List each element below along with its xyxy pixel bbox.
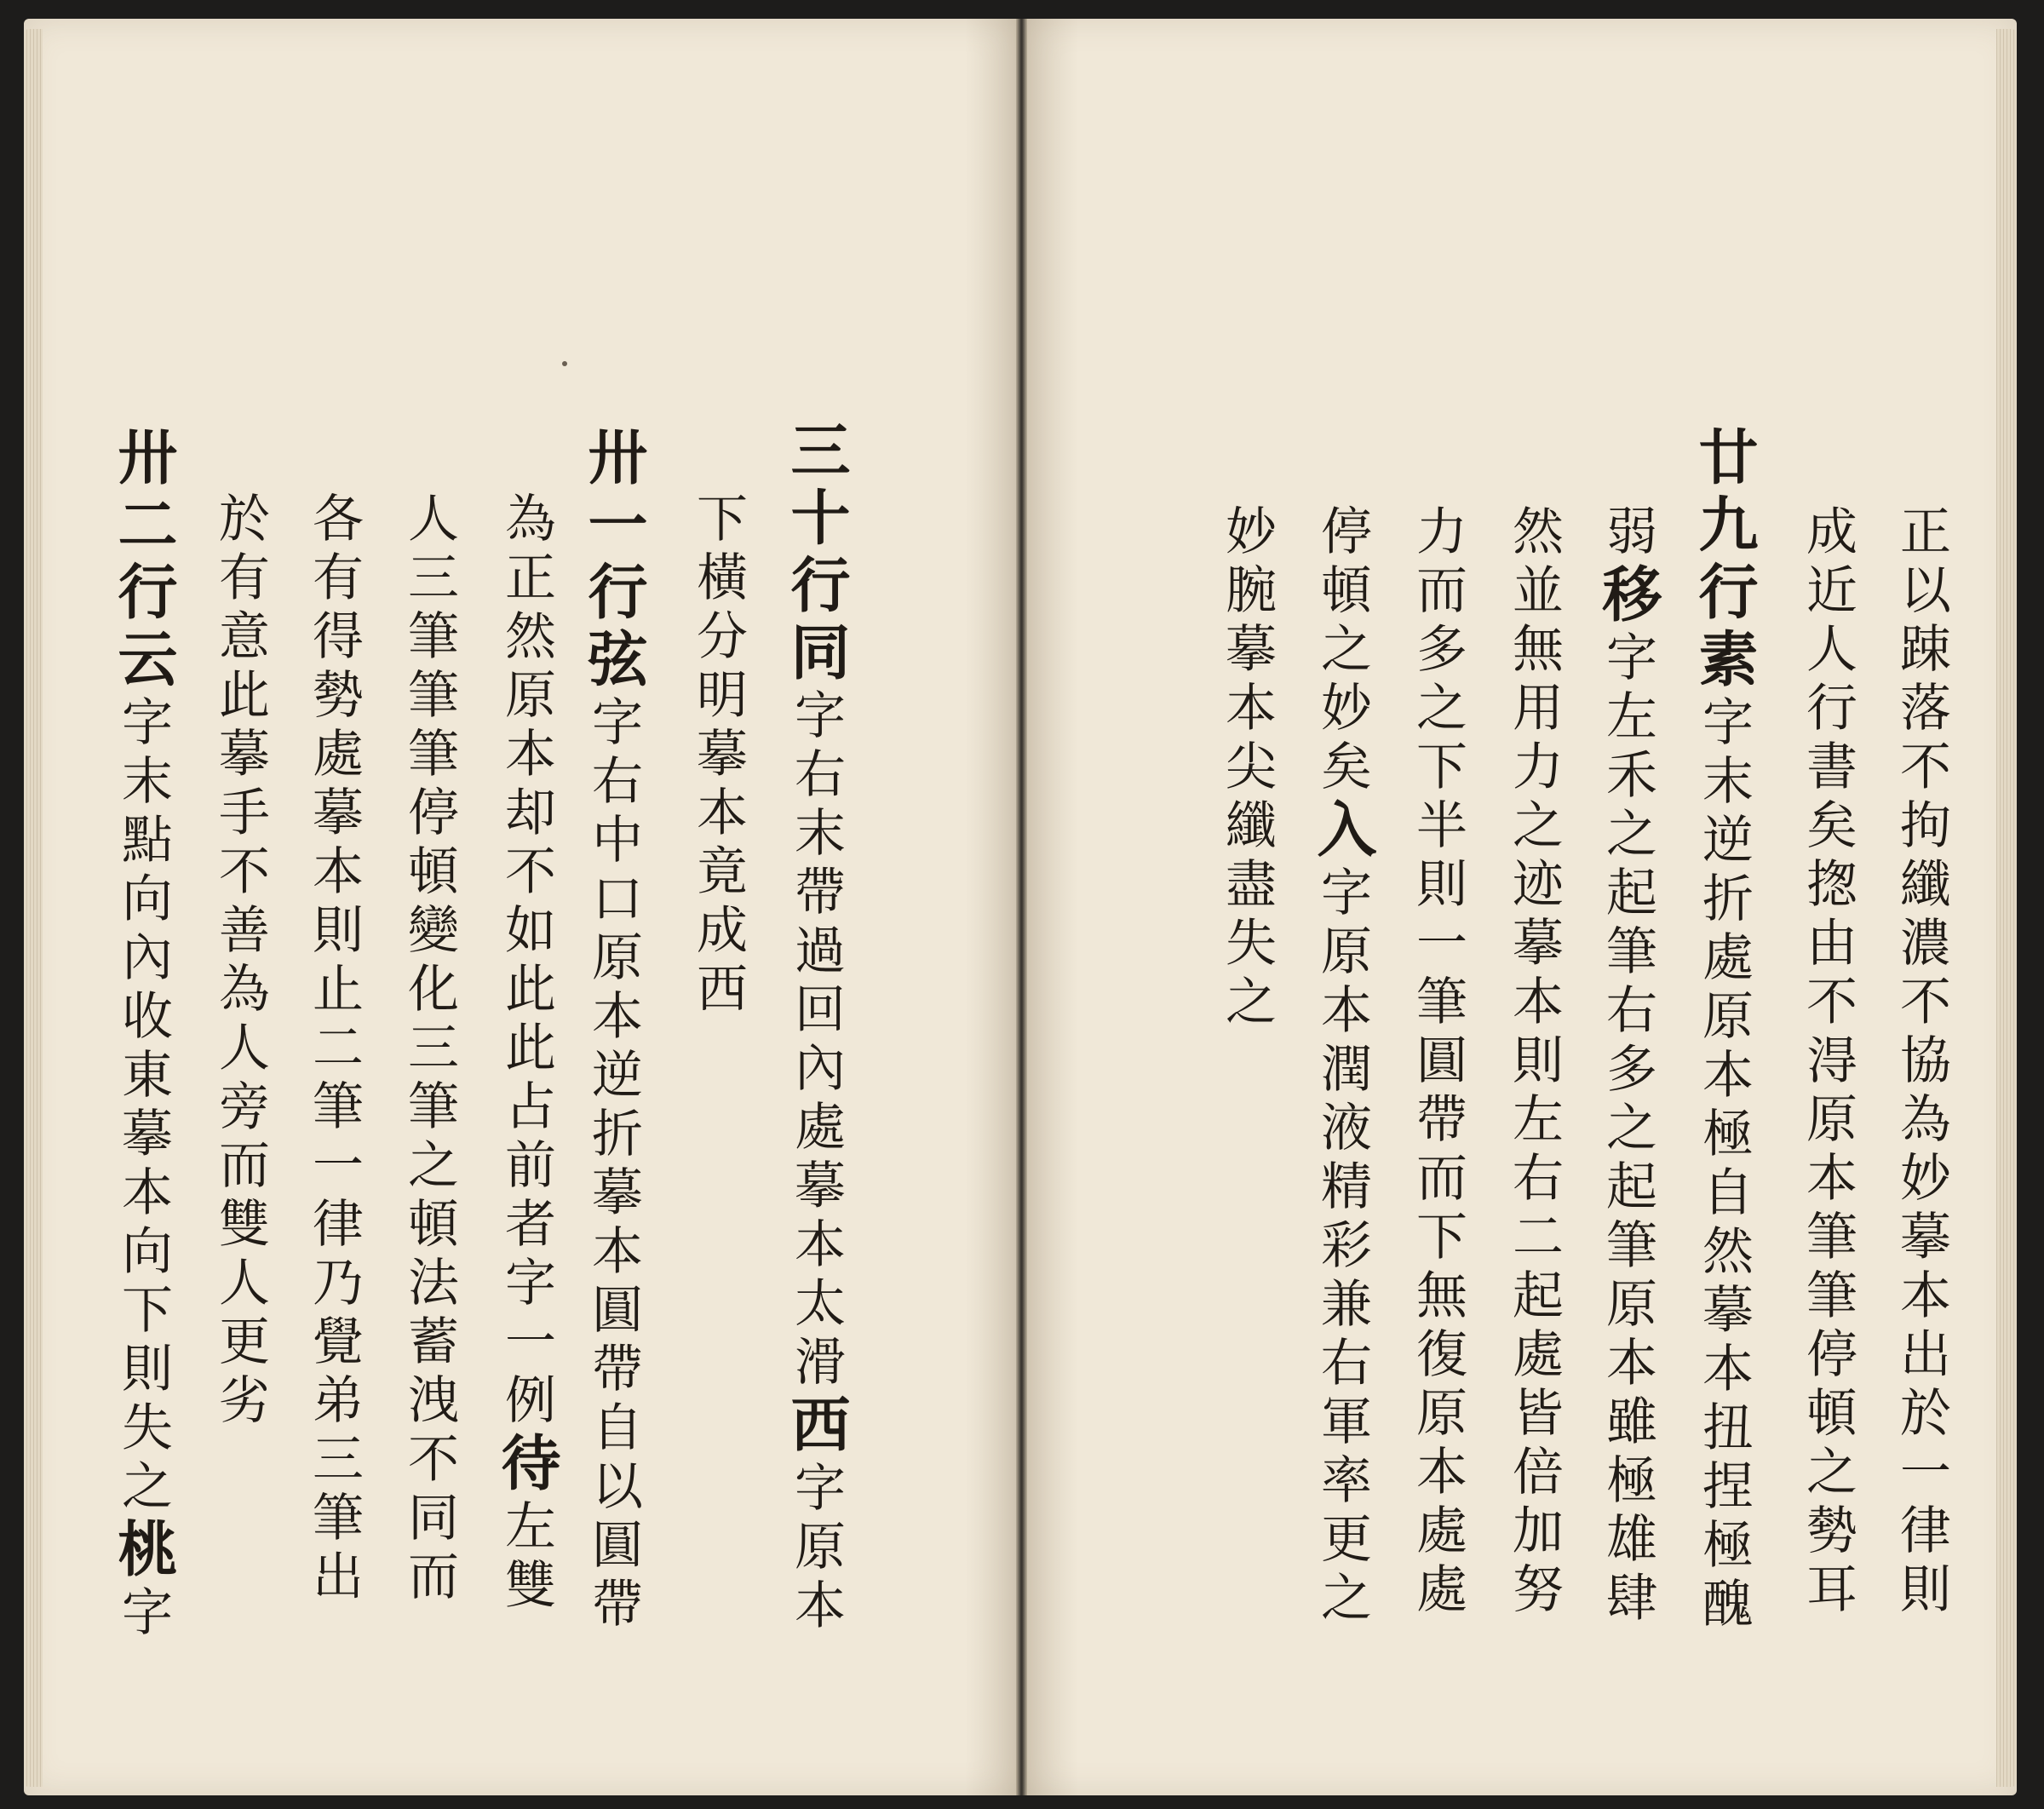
ink-dot [562, 361, 567, 366]
left-page [24, 19, 1016, 1795]
text-column [1887, 504, 1955, 1621]
text-column [1593, 504, 1662, 1629]
heading-char: 廿九行 [1689, 426, 1760, 628]
heading-char: 卅二行 [108, 426, 179, 628]
text-column [1500, 504, 1568, 1621]
heading-char: 行 [781, 554, 852, 621]
heading-char: 同 [781, 621, 852, 688]
text-column [1794, 504, 1862, 1621]
book-spread [24, 19, 2017, 1795]
heading-char: 入 [1307, 798, 1378, 865]
text-run: 左雙 [497, 1499, 556, 1617]
text-run: 字右末帶過回內處摹本太滑 [786, 688, 846, 1393]
text-column [1690, 426, 1758, 1635]
heading-char: 弦 [578, 628, 649, 695]
text-run: 字左禾之起筆右多之起筆原本雖極雄肆 [1598, 630, 1657, 1629]
heading-char: 桃 [108, 1518, 179, 1585]
left-page-edge [24, 29, 43, 1787]
text-run: 各有得勢處摹本則止二筆一律乃覺弟三筆出 [304, 491, 364, 1608]
text-column [1213, 504, 1281, 1033]
text-column [579, 426, 647, 1635]
book-gutter [1016, 19, 1027, 1795]
text-run: 字末點向內收東摹本向下則失之 [113, 695, 173, 1518]
text-column [206, 491, 274, 1432]
heading-char: 西 [781, 1393, 852, 1461]
text-run: 下橫分明摹本竟成西 [688, 491, 748, 1020]
text-run: 成近人行書矣揔由不淂原本筆筆停頓之勢耳 [1798, 504, 1857, 1621]
text-run: 字 [113, 1585, 173, 1644]
text-column [782, 419, 850, 1637]
text-run: 字原本潤液精彩兼右軍率更之 [1312, 865, 1372, 1629]
text-column [1404, 504, 1472, 1621]
text-column [109, 426, 177, 1644]
heading-char: 移 [1593, 563, 1663, 630]
text-column [492, 491, 560, 1617]
right-page-edge [1996, 29, 2017, 1787]
text-run: 正以踈落不拘纖濃不協為妙摹本出於一律則 [1892, 504, 1951, 1621]
text-run: 停頓之妙矣 [1312, 504, 1372, 798]
text-run: 於有意此摹手不善為人旁而雙人更劣 [210, 491, 270, 1432]
heading-char: 三十 [781, 419, 852, 554]
right-page [1027, 19, 2017, 1795]
text-run: 字原本 [786, 1461, 846, 1637]
text-column [300, 491, 368, 1608]
text-column [1308, 504, 1376, 1629]
text-run: 字末逆折處原本極自然摹本扭捏極醜 [1694, 695, 1754, 1635]
text-column [684, 491, 752, 1020]
text-column [395, 491, 463, 1608]
text-run: 妙腕摹本尖纖盡失之 [1217, 504, 1277, 1033]
text-run: 力而多之下半則一筆圓帶而下無復原本處處 [1408, 504, 1467, 1621]
heading-char: 卅一行 [578, 426, 649, 628]
text-run: 字右中口原本逆折摹本圓帶自以圓帶 [583, 695, 643, 1635]
heading-char: 待 [491, 1432, 562, 1499]
text-run: 為正然原本却不如此此占前者字一例 [497, 491, 556, 1432]
text-run: 弱 [1598, 504, 1657, 563]
heading-char: 云 [108, 628, 179, 695]
text-run: 人三筆筆筆停頓變化三筆之頓法蓄洩不同而 [399, 491, 459, 1608]
text-run: 然並無用力之迹摹本則左右二起處皆倍加努 [1504, 504, 1564, 1621]
heading-char: 素 [1689, 628, 1760, 695]
